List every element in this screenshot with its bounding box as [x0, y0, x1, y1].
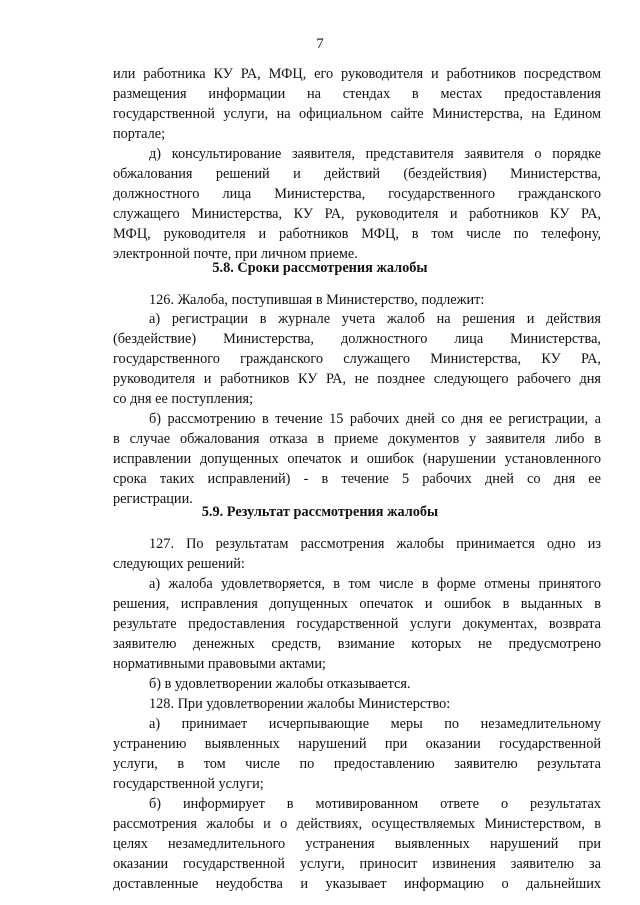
- text-line: 128. При удовлетворении жалобы Министерство:: [149, 696, 451, 712]
- text-line: исправлении допущенных опечаток и ошибок (нарушении установленного: [113, 451, 601, 467]
- text-line: государственной услуги;: [113, 776, 264, 792]
- text-line: электронной почте, при личном приеме.: [113, 246, 358, 262]
- text-line: со дня ее поступления;: [113, 391, 254, 407]
- text-line: а) регистрации в журнале учета жалоб на решения и действия: [149, 311, 601, 327]
- text-line: услуги, в том числе по предоставлению заявителю результата: [113, 756, 601, 772]
- text-line: МФЦ, руководителя и работников МФЦ, в том числе по телефону,: [113, 226, 601, 242]
- text-line: д) консультирование заявителя, представителя заявителя о порядке: [149, 146, 601, 162]
- text-line: б) рассмотрению в течение 15 рабочих дней со дня ее регистрации, а: [149, 411, 601, 427]
- text-line: б) в удовлетворении жалобы отказывается.: [149, 676, 411, 692]
- text-line: доставленные неудобства и указывает информацию о дальнейших: [113, 876, 601, 892]
- text-line: государственного гражданского служащего Министерства, КУ РА,: [113, 351, 601, 367]
- text-line: устранению выявленных нарушений при оказании государственной: [113, 736, 601, 752]
- text-line: (бездействие) Министерства, должностного лица Министерства,: [113, 331, 601, 347]
- text-line: руководителя и работников КУ РА, не позднее следующего рабочего дня: [113, 371, 601, 387]
- text-line: в случае обжалования отказа в приеме документов у заявителя либо в: [113, 431, 601, 447]
- text-line: должностного лица Министерства, государственного гражданского: [113, 186, 601, 202]
- text-line: заявителю денежных средств, взимание которых не предусмотрено: [113, 636, 601, 652]
- text-line: или работника КУ РА, МФЦ, его руководителя и работников посредством: [113, 66, 601, 82]
- text-line: б) информирует в мотивированном ответе о результатах: [149, 796, 601, 812]
- page-number: 7: [316, 36, 324, 52]
- text-line: оказании государственной услуги, приносит извинения заявителю за: [113, 856, 601, 872]
- text-line: решения, исправления допущенных опечаток и ошибок в выданных в: [113, 596, 601, 612]
- text-line: результате предоставления государственной услуги документах, возврата: [113, 616, 601, 632]
- text-line: 126. Жалоба, поступившая в Министерство, подлежит:: [149, 292, 485, 308]
- text-line: портале;: [113, 126, 166, 142]
- text-line: служащего Министерства, КУ РА, руководителя и работников КУ РА,: [113, 206, 601, 222]
- text-line: регистрации.: [113, 491, 193, 507]
- text-line: государственной услуги, на официальном сайте Министерства, на Едином: [113, 106, 601, 122]
- text-line: следующих решений:: [113, 556, 245, 572]
- text-line: а) жалоба удовлетворяется, в том числе в форме отмены принятого: [149, 576, 601, 592]
- text-line: обжалования решений и действий (бездействия) Министерства,: [113, 166, 601, 182]
- text-line: нормативными правовыми актами;: [113, 656, 326, 672]
- section-heading: 5.9. Результат рассмотрения жалобы: [201, 504, 439, 520]
- text-line: а) принимает исчерпывающие меры по незамедлительному: [149, 716, 601, 732]
- text-line: рассмотрения жалобы и о действиях, осуществляемых Министерством, в: [113, 816, 601, 832]
- text-line: размещения информации на стендах в местах предоставления: [113, 86, 601, 102]
- section-heading: 5.8. Сроки рассмотрения жалобы: [212, 260, 428, 276]
- text-line: 127. По результатам рассмотрения жалобы принимается одно из: [149, 536, 601, 552]
- text-line: целях незамедлительного устранения выявленных нарушений при: [113, 836, 601, 852]
- text-line: срока таких исправлений) - в течение 5 рабочих дней со дня ее: [113, 471, 601, 487]
